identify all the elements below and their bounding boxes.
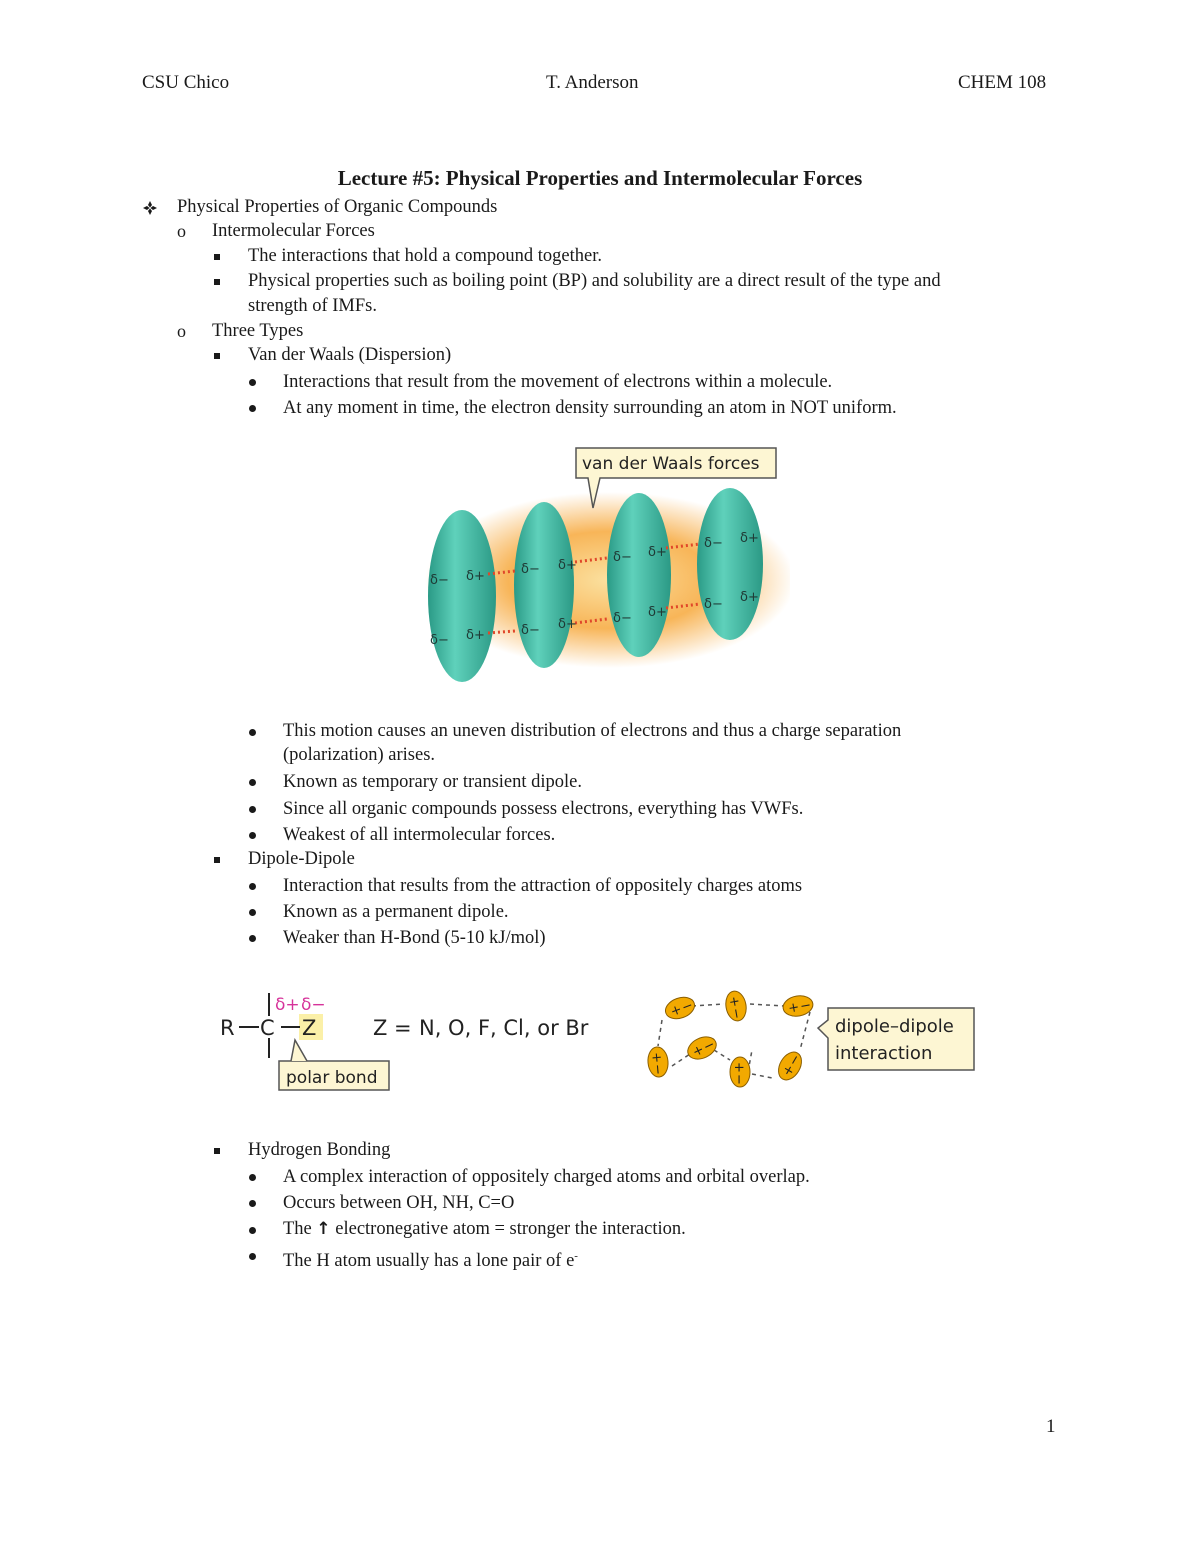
delta-label: δ− [704, 597, 723, 612]
molecule-3 [607, 493, 671, 657]
round-bullet-icon [249, 1253, 256, 1260]
list-item: Interaction that results from the attraction of oppositely charges atoms [283, 876, 803, 896]
round-bullet-icon [249, 1174, 256, 1181]
outline-dipole-heading: Dipole-Dipole [248, 849, 355, 869]
page-title: Lecture #5: Physical Properties and Intermolecular Forces [337, 166, 863, 190]
round-bullet-icon [249, 832, 256, 839]
dipole-plus: + [787, 999, 801, 1017]
round-bullet-icon [249, 806, 256, 813]
delta-label: δ− [430, 573, 449, 588]
list-item [283, 1244, 578, 1274]
list-item-continued: (polarization) arises. [283, 745, 436, 765]
list-item-text: electronegative atom = stronger the interaction. [335, 1219, 686, 1239]
round-bullet-icon [249, 935, 256, 942]
delta-label: δ+ [740, 590, 759, 605]
list-item: This motion causes an uneven distribution of electrons and thus a charge separation [283, 721, 902, 741]
delta-label: δ+ [740, 531, 759, 546]
delta-label: δ+ [466, 628, 485, 643]
outline-imf-heading: Intermolecular Forces [212, 221, 375, 241]
square-bullet-icon [214, 279, 220, 285]
outline-hbond-heading: Hydrogen Bonding [248, 1140, 391, 1160]
list-item: A complex interaction of oppositely charged atoms and orbital overlap. [283, 1167, 810, 1187]
dipole-plus: + [779, 1062, 799, 1080]
round-bullet-icon [249, 1200, 256, 1207]
circle-bullet-icon: o [177, 221, 186, 241]
vdw-callout-label: van der Waals forces [582, 454, 760, 474]
dipole-minus: − [679, 997, 696, 1016]
square-bullet-icon [214, 254, 220, 260]
square-bullet-icon [214, 353, 220, 359]
dipole-molecules [647, 990, 815, 1087]
z-equals-label: Z = [373, 1016, 412, 1040]
dipole-plus: + [731, 1062, 746, 1073]
list-item: Weakest of all intermolecular forces. [283, 825, 556, 845]
polar-bond-callout-label: polar bond [286, 1068, 378, 1088]
dipole-plus: + [668, 1002, 684, 1020]
list-item: At any moment in time, the electron density surrounding an atom in NOT uniform. [283, 398, 897, 418]
dipole-minus: − [785, 1051, 805, 1069]
round-bullet-icon [249, 883, 256, 890]
round-bullet-icon [249, 909, 256, 916]
square-bullet-icon [214, 1148, 220, 1154]
list-item: Interactions that result from the movement of electrons within a molecule. [283, 372, 833, 392]
up-arrow-icon: ↑ [316, 1219, 331, 1239]
delta-label: δ+ [466, 569, 485, 584]
header-course-school: CSU Chico [142, 72, 230, 93]
dipole-minus: − [731, 1074, 746, 1085]
molecule-2 [514, 502, 574, 668]
atom-c: C [260, 1016, 275, 1040]
delta-label: δ+ [558, 617, 577, 632]
dipole-plus: + [725, 995, 743, 1009]
dipole-minus: − [727, 1006, 745, 1021]
circle-bullet-icon: o [177, 321, 186, 341]
dipole-plus: + [648, 1051, 665, 1064]
delta-label: δ+ [558, 558, 577, 573]
molecule-1 [428, 510, 496, 682]
list-item: Known as temporary or transient dipole. [283, 772, 583, 792]
delta-label: δ+ [648, 605, 667, 620]
delta-plus-label: δ+ [275, 995, 300, 1015]
round-bullet-icon [249, 1227, 256, 1234]
delta-label: δ− [521, 562, 540, 577]
dipole-dipole-figure [638, 990, 980, 1090]
outline-level1-physical-properties: Physical Properties of Organic Compounds [177, 197, 498, 217]
delta-minus-label: δ− [301, 995, 326, 1015]
round-bullet-icon [249, 379, 256, 386]
dipole-callout-line1: dipole–dipole [835, 1016, 954, 1037]
square-bullet-icon [214, 857, 220, 863]
header-course-code: CHEM 108 [958, 72, 1047, 93]
header-instructor: T. Anderson [546, 72, 639, 93]
delta-label: δ− [613, 550, 632, 565]
list-item: Known as a permanent dipole. [283, 902, 509, 922]
round-bullet-icon [249, 729, 256, 736]
outline-vdw-heading: Van der Waals (Dispersion) [248, 345, 452, 365]
delta-label: δ− [704, 536, 723, 551]
superscript-minus: - [574, 1250, 578, 1262]
delta-label: δ− [613, 611, 632, 626]
polar-bond-callout-pointer [291, 1040, 307, 1061]
molecule-4 [697, 488, 763, 640]
list-item: The interactions that hold a compound together. [248, 246, 602, 266]
delta-label: δ− [521, 623, 540, 638]
z-options-label: N, O, F, Cl, or Br [419, 1016, 589, 1040]
list-item: Occurs between OH, NH, C=O [283, 1193, 515, 1213]
list-item: Physical properties such as boiling point (BP) and solubility are a direct result of the type and [248, 271, 941, 291]
dipole-callout-line2: interaction [835, 1043, 933, 1064]
atom-r: R [220, 1016, 235, 1040]
round-bullet-icon [249, 405, 256, 412]
van-der-waals-figure [410, 440, 790, 708]
list-item: Weaker than H-Bond (5-10 kJ/mol) [283, 928, 546, 948]
polar-bond-figure [215, 988, 595, 1092]
atom-z: Z [302, 1016, 317, 1040]
list-item: Since all organic compounds possess electrons, everything has VWFs. [283, 799, 804, 819]
list-item-continued: strength of IMFs. [248, 296, 377, 316]
four-diamond-bullet-icon [142, 200, 158, 216]
list-item-text: The H atom usually has a lone pair of e [283, 1251, 575, 1272]
outline-three-types-heading: Three Types [212, 321, 304, 341]
dipole-minus: − [798, 997, 813, 1015]
page-number: 1 [1046, 1416, 1056, 1437]
dipole-minus: − [701, 1037, 718, 1056]
list-item [283, 1217, 686, 1242]
dipole-plus: + [690, 1042, 707, 1061]
delta-label: δ− [430, 633, 449, 648]
dipole-minus: − [649, 1063, 666, 1076]
round-bullet-icon [249, 779, 256, 786]
delta-label: δ+ [648, 545, 667, 560]
list-item-text: The [283, 1219, 312, 1239]
